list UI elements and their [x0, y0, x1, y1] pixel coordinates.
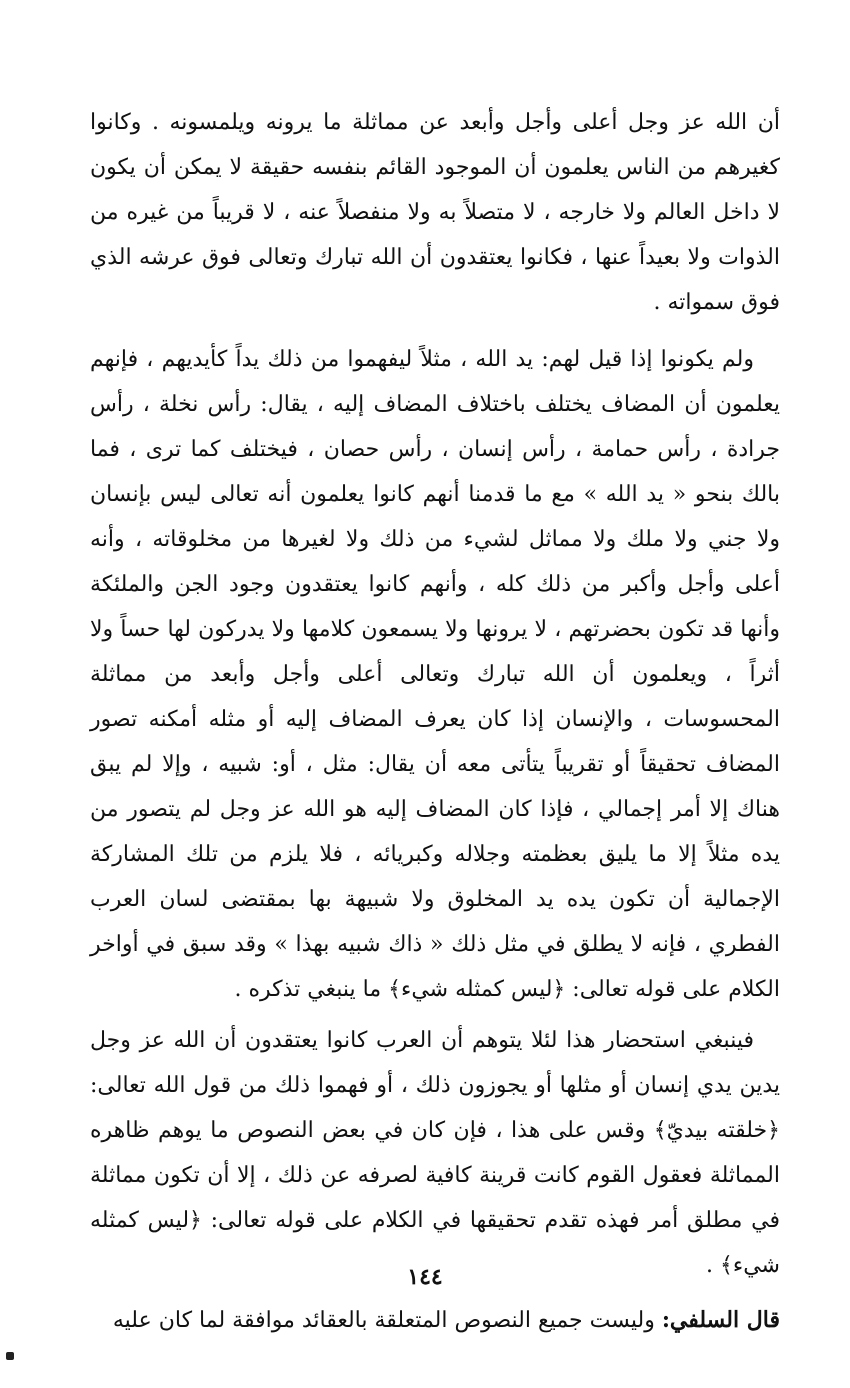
scan-corner-mark — [6, 1352, 14, 1360]
paragraph-4-text: وليست جميع النصوص المتعلقة بالعقائد موافقة لما كان عليه — [112, 1308, 662, 1333]
paragraph-1: أن الله عز وجل أعلى وأجل وأبعد عن مماثلة ما يرونه ويلمسونه . وكانوا كغيرهم من الناس يعلمون أن الموجود القائم بنفسه حقيقة لا يمكن أن يكون لا داخل العالم ولا خارجه ، لا متصلاً به ولا منفصلاً عنه ، لا قريباً من غيره من الذوات ولا بعيداً عنها ، فكانوا يعتقدون أن الله تبارك وتعالى فوق عرشه الذي فوق سمواته . — [90, 110, 780, 315]
paragraph-3: فينبغي استحضار هذا لئلا يتوهم أن العرب كانوا يعتقدون أن الله عز وجل يدين يدي إنسان أو مثلها أو يجوزون ذلك ، أو فهموا ذلك من قول الله تعالى: ﴿خلقته بيديّ﴾ وقس على هذا ، فإن كان في بعض النصوص ما يوهم ظاهره المماثلة فعقول القوم كانت قرينة كافية لصرفه عن ذلك ، إلا أن تكون مماثلة في مطلق أمر فهذه تقدم تحقيقها في الكلام على قوله تعالى: ﴿ليس كمثله شيء﴾ . — [90, 1028, 780, 1278]
speaker-label: قال السلفي: — [661, 1307, 780, 1333]
page-body — [90, 100, 780, 1343]
page-number: ١٤٤ — [407, 1264, 443, 1290]
paragraph-2: ولم يكونوا إذا قيل لهم: يد الله ، مثلاً ليفهموا من ذلك يداً كأيديهم ، فإنهم يعلمون أن المضاف يختلف باختلاف المضاف إليه ، يقال: رأس نخلة ، رأس جرادة ، رأس حمامة ، رأس إنسان ، رأس حصان ، فيختلف كما ترى ، فما بالك بنحو « يد الله » مع ما قدمنا أنهم كانوا يعلمون أنه تعالى ليس بإنسان ولا جني ولا ملك ولا مماثل لشيء من ذلك ولا لغيرها من مخلوقاته ، وأنه أعلى وأجل وأكبر من ذلك كله ، وأنهم كانوا يعتقدون وجود الجن والملئكة وأنها قد تكون بحضرتهم ، لا يرونها ولا يسمعون كلامها ولا يدركون لها حساً ولا أثراً ، ويعلمون أن الله تبارك وتعالى أعلى وأجل وأبعد من مماثلة المحسوسات ، والإنسان إذا كان يعرف المضاف إليه أو مثله أمكنه تصور المضاف تحقيقاً أو تقريباً يتأتى معه أن يقال: مثل ، أو: شبيه ، وإلا لم يبق هناك إلا أمر إجمالي ، فإذا كان المضاف إليه هو الله عز وجل لم يتصور من يده مثلاً إلا ما يليق بعظمته وجلاله وكبريائه ، فلا يلزم من تلك المشاركة الإجمالية أن تكون يده يد المخلوق ولا شبيهة بها بمقتضى لسان العرب الفطري ، فإنه لا يطلق في مثل ذلك « ذاك شبيه بهذا » وقد سبق في أواخر الكلام على قوله تعالى: ﴿ليس كمثله شيء﴾ ما ينبغي تذكره . — [90, 347, 780, 1002]
paragraph-4 — [90, 1298, 780, 1343]
